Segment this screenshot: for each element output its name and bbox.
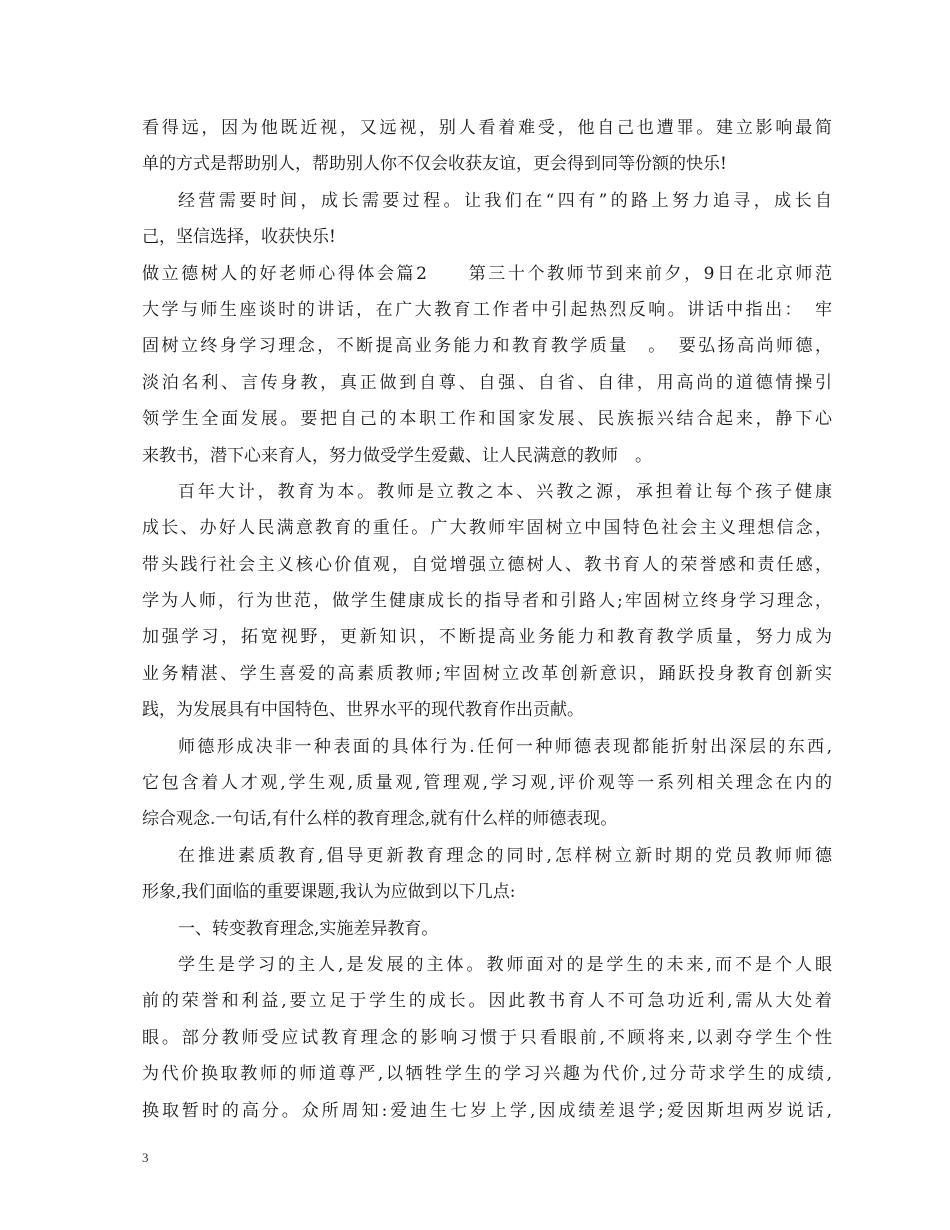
document-body (142, 110, 832, 1129)
text-line: 来教书，潜下心来育人，努力做受学生爱戴、让人民满意的教师 。 (142, 445, 652, 466)
text-line: 带头践行社会主义核心价值观，自觉增强立德树人、教书育人的荣誉感和责任感， (142, 554, 832, 575)
text-line: 己，坚信选择，收获快乐! (142, 227, 336, 248)
text-line: 换取暂时的高分。众所周知:爱迪生七岁上学,因成绩差退学;爱因斯坦两岁说话, (142, 1100, 832, 1121)
text-line: 在推进素质教育,倡导更新教育理念的同时,怎样树立新时期的党员教师师德 (178, 845, 832, 866)
text-line: 它包含着人才观,学生观,质量观,管理观,学习观,评价观等一系列相关理念在内的 (142, 773, 832, 794)
text-line: 形象,我们面临的重要课题,我认为应做到以下几点: (142, 882, 516, 903)
text-line: 成长、办好人民满意教育的重任。广大教师牢固树立中国特色社会主义理想信念， (142, 518, 832, 539)
text-line: 一、转变教育理念,实施差异教育。 (178, 918, 439, 939)
text-line: 综合观念.一句话,有什么样的教育理念,就有什么样的师德表现。 (142, 809, 618, 830)
text-line: 经营需要时间，成长需要过程。让我们在“四有”的路上努力追寻，成长自 (178, 190, 832, 211)
page-number: 3 (142, 1150, 149, 1165)
text-line: 前的荣誉和利益,要立足于学生的成长。因此教书育人不可急功近利,需从大处着 (142, 991, 832, 1012)
text-line: 眼。部分教师受应试教育理念的影响习惯于只看眼前,不顾将来,以剥夺学生个性 (142, 1027, 832, 1048)
text-line: 百年大计，教育为本。教师是立教之本、兴教之源，承担着让每个孩子健康 (178, 481, 832, 502)
text-line: 加强学习，拓宽视野，更新知识，不断提高业务能力和教育教学质量，努力成为 (142, 627, 832, 648)
text-line: 做立德树人的好老师心得体会篇2 第三十个教师节到来前夕，9日在北京师范 (142, 263, 832, 284)
text-line: 践，为发展具有中国特色、世界水平的现代教育作出贡献。 (142, 700, 584, 721)
text-line: 大学与师生座谈时的讲话，在广大教育工作者中引起热烈反响。讲话中指出： 牢 (142, 299, 832, 320)
text-line: 业务精湛、学生喜爱的高素质教师;牢固树立改革创新意识，踊跃投身教育创新实 (142, 663, 832, 684)
text-line: 师德形成决非一种表面的具体行为.任何一种师德表现都能折射出深层的东西, (178, 736, 832, 757)
text-line: 学生是学习的主人,是发展的主体。教师面对的是学生的未来,而不是个人眼 (178, 954, 832, 975)
text-line: 领学生全面发展。要把自己的本职工作和国家发展、民族振兴结合起来，静下心 (142, 409, 832, 430)
text-line: 单的方式是帮助别人，帮助别人你不仅会收获友谊，更会得到同等份额的快乐! (142, 154, 727, 175)
text-line: 淡泊名利、言传身教，真正做到自尊、自强、自省、自律，用高尚的道德情操引 (142, 372, 832, 393)
text-line: 固树立终身学习理念，不断提高业务能力和教育教学质量 。 要弘扬高尚师德， (142, 336, 832, 357)
text-line: 看得远，因为他既近视，又远视，别人看着难受，他自己也遭罪。建立影响最简 (142, 118, 832, 138)
text-line: 为代价换取教师的师道尊严,以牺牲学生的学习兴趣为代价,过分苛求学生的成绩, (142, 1064, 832, 1085)
text-line: 学为人师，行为世范，做学生健康成长的指导者和引路人;牢固树立终身学习理念， (142, 591, 832, 612)
